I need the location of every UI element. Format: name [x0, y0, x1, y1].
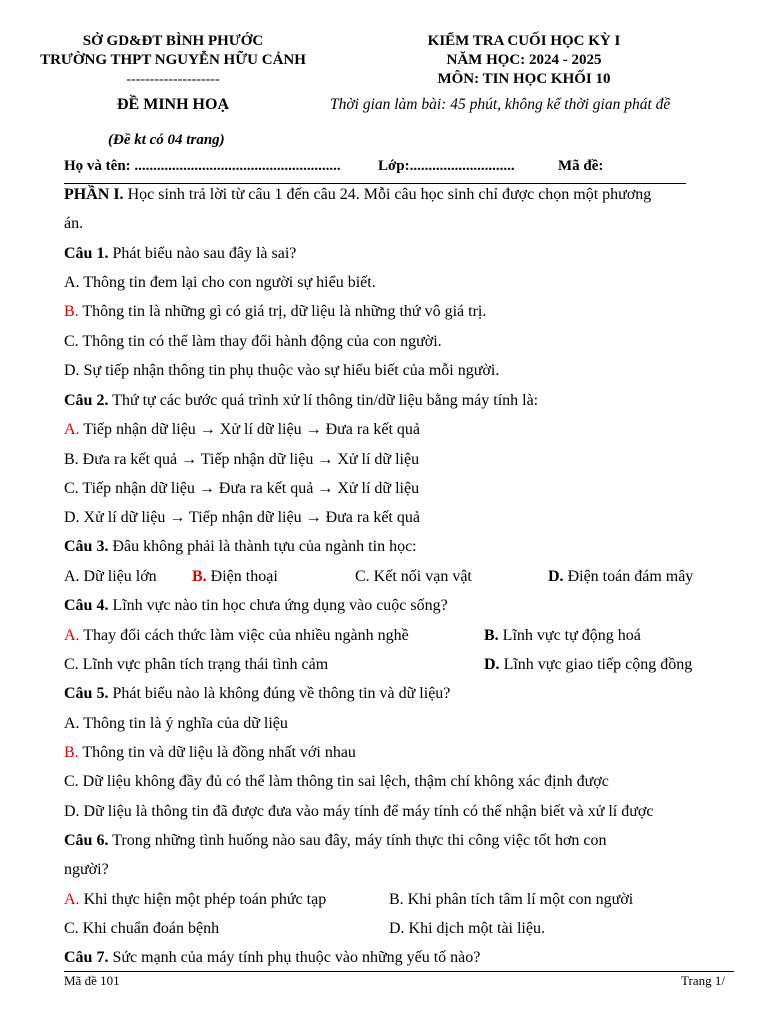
q5-option-a: A. Thông tin là ý nghĩa của dữ liệu	[64, 715, 288, 732]
q4-option-b	[484, 627, 641, 645]
subject: MÔN: TIN HỌC KHỐI 10	[437, 71, 611, 87]
q1-option-c: C. Thông tin có thể làm thay đổi hành động của con người.	[64, 333, 442, 350]
q1-option-a: A. Thông tin đem lại cho con người sự hiểu biết.	[64, 274, 376, 291]
question-label: Câu 2.	[64, 392, 109, 409]
q3-option-b	[192, 568, 278, 586]
question-text: Phát biểu nào là không đúng về thông tin và dữ liệu?	[108, 685, 451, 702]
question-text: Thứ tự các bước quá trình xử lí thông tin/dữ liệu bằng máy tính là:	[108, 392, 539, 409]
exam-title: KIỂM TRA CUỐI HỌC KỲ I	[427, 33, 621, 49]
q5-option-d: D. Dữ liệu là thông tin đã được đưa vào máy tính để máy tính có thể nhận biết và xử lí được	[64, 803, 654, 820]
q4-option-d	[484, 656, 692, 674]
footer-exam-code: Mã đề 101	[64, 973, 120, 988]
answer-letter: A.	[64, 421, 80, 438]
q1-option-b	[64, 303, 486, 321]
school-name: TRƯỜNG THPT NGUYỄN HỮU CẢNH	[40, 52, 306, 68]
q1-option-d: D. Sự tiếp nhận thông tin phụ thuộc vào sự hiểu biết của mỗi người.	[64, 362, 500, 379]
q2-option-b: B. Đưa ra kết quả → Tiếp nhận dữ liệu → Xử lí dữ liệu	[64, 451, 420, 468]
option-letter: D.	[548, 568, 564, 585]
answer-letter: A.	[64, 891, 80, 908]
department-name: SỞ GD&ĐT BÌNH PHƯỚC	[82, 33, 264, 49]
question-7	[64, 949, 480, 967]
answer-letter: A.	[64, 627, 80, 644]
option-text: Điện toán đám mây	[563, 568, 694, 585]
option-letter: B.	[484, 627, 499, 644]
q3-option-c: C. Kết nối vạn vật	[355, 568, 472, 585]
q5-option-c: C. Dữ liệu không đầy đủ có thể làm thông tin sai lệch, thậm chí không xác định được	[64, 773, 609, 790]
question-label: Câu 4.	[64, 597, 109, 614]
option-text: Thông tin và dữ liệu là đồng nhất với nhau	[78, 744, 356, 761]
question-label: Câu 5.	[64, 685, 109, 702]
question-label: Câu 7.	[64, 949, 109, 966]
answer-letter: B.	[64, 744, 79, 761]
q2-option-a	[64, 421, 420, 439]
part-text: Học sinh trả lời từ câu 1 đến câu 24. Mỗi câu học sinh chỉ được chọn một phương	[123, 186, 652, 203]
q2-option-c: C. Tiếp nhận dữ liệu → Đưa ra kết quả → Xử lí dữ liệu	[64, 480, 420, 497]
q6-option-c: C. Khi chuẩn đoán bệnh	[64, 920, 220, 937]
question-3	[64, 538, 417, 556]
student-name-field: Họ và tên: .......................................................	[64, 158, 341, 174]
option-text: Khi thực hiện một phép toán phức tạp	[79, 891, 327, 908]
q3-option-a: A. Dữ liệu lớn	[64, 568, 157, 585]
exam-kind: ĐỀ MINH HOẠ	[117, 96, 229, 113]
q5-option-b	[64, 744, 356, 762]
answer-letter: B.	[192, 568, 207, 585]
pages-note: (Đề kt có 04 trang)	[108, 132, 225, 148]
question-1	[64, 245, 296, 263]
question-6	[64, 832, 607, 850]
header-rule	[64, 183, 686, 184]
exam-code-label: Mã đề:	[558, 158, 604, 174]
school-year: NĂM HỌC: 2024 - 2025	[446, 52, 602, 68]
question-label: Câu 6.	[64, 832, 109, 849]
option-text: Lĩnh vực giao tiếp cộng đồng	[499, 656, 693, 673]
question-label: Câu 3.	[64, 538, 109, 555]
question-text: Đâu không phải là thành tựu của ngành tin học:	[108, 538, 417, 555]
question-6-cont: người?	[64, 861, 109, 878]
option-text: Thông tin là những gì có giá trị, dữ liệu là những thứ vô giá trị.	[78, 303, 487, 320]
question-label: Câu 1.	[64, 245, 109, 262]
option-text: Điện thoại	[206, 568, 278, 585]
question-text: Trong những tình huống nào sau đây, máy tính thực thi công việc tốt hơn con	[108, 832, 607, 849]
part-instruction	[64, 186, 651, 204]
part-text-cont: án.	[64, 215, 84, 232]
question-text: Sức mạnh của máy tính phụ thuộc vào những yếu tố nào?	[108, 949, 481, 966]
time-note: Thời gian làm bài: 45 phút, không kể thời gian phát đề	[330, 96, 671, 113]
question-text: Phát biểu nào sau đây là sai?	[108, 245, 297, 262]
q2-option-d: D. Xử lí dữ liệu → Tiếp nhận dữ liệu → Đưa ra kết quả	[64, 509, 420, 526]
q6-option-d: D. Khi dịch một tài liệu.	[389, 920, 545, 937]
footer-rule	[64, 971, 734, 972]
header-dashes: --------------------	[126, 72, 220, 87]
q3-option-d	[548, 568, 693, 586]
student-class-field: Lớp:............................	[378, 158, 515, 174]
question-text: Lĩnh vực nào tin học chưa ứng dụng vào cuộc sống?	[108, 597, 448, 614]
option-text: Lĩnh vực tự động hoá	[498, 627, 641, 644]
part-label: PHẦN I.	[64, 186, 124, 203]
q4-option-a	[64, 627, 409, 645]
footer-page-number: Trang 1/	[681, 973, 725, 988]
question-2	[64, 392, 538, 410]
answer-letter: B.	[64, 303, 79, 320]
option-text: Thay đổi cách thức làm việc của nhiều ngành nghề	[79, 627, 409, 644]
q4-option-c: C. Lĩnh vực phân tích trạng thái tình cảm	[64, 656, 329, 673]
q6-option-a	[64, 891, 326, 909]
question-5	[64, 685, 450, 703]
option-text: Tiếp nhận dữ liệu → Xử lí dữ liệu → Đưa ra kết quả	[79, 421, 420, 438]
question-4	[64, 597, 448, 615]
q6-option-b: B. Khi phân tích tâm lí một con người	[389, 891, 634, 908]
option-letter: D.	[484, 656, 500, 673]
